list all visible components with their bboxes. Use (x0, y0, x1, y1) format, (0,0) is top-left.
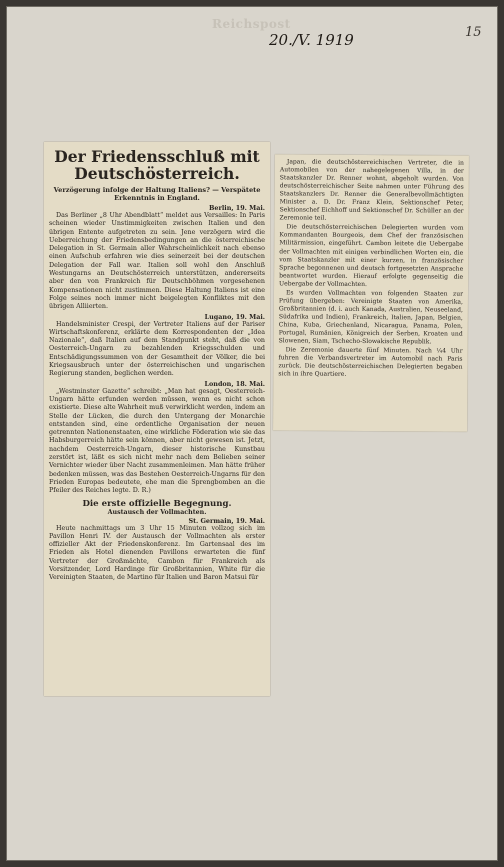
paragraph-stgermain: Heute nachmittags um 3 Uhr 15 Minuten vollzog sich im Pavillon Henri IV. der Austausch der Vollmachten als erster offizieller Akt der Friedenskonferenz. Im Gartensaal des im Frieden als Hotel dienenden Pavillons erwarteten die fünf Vertreter der Großmächte, Cambon für Frankreich als Vorsitzender, Lord Hardinge für Großbritannien, White für die Vereinigten Staaten, de Martino für Italien und Baron Matsui für (49, 524, 265, 582)
section-subtitle: Austausch der Vollmachten. (107, 508, 207, 516)
handwritten-date: 20./V. 1919 (269, 31, 354, 49)
section-title: Die erste offizielle Begegnung. (82, 498, 232, 509)
newspaper-clipping-left (44, 142, 270, 696)
paragraph-right-4: Die Zeremonie dauerte fünf Minuten. Nach ¼4 Uhr fuhren die Verbandsvertreter im Automobil nach Paris zurück. Die deutschösterreichischen Delegierten begaben sich in ihre Quartiere. (278, 346, 463, 379)
paragraph-london: „Westminster Gazette“ schreibt: „Man hat gesagt, Oesterreich-Ungarn hätte erfunden werden müssen, wenn es nicht schon existierte. Diese alte Wahrheit muß verwirklicht werden, indem an Stelle der Lücken, die durch den Untergang der Monarchie entstanden sind, eine ordentliche Organisation der neuen getrennten Nationenstaaten, eine wirkliche Föderation wie sie das Habsburgerreich hätte sein können, aber nicht gewesen ist. Jetzt, nachdem Oesterreich-Ungarn, dieser historische Kunstbau zerstört ist, läßt es sich nicht mehr nach dem Belieben seiner Vernichter wieder über Nacht zusammenleimen. Man hätte früher bedenken müssen, was das Bestehen Oesterreich-Ungarns für den Frieden Europas bedeutete, ehe man die Sprengbomben an die Pfeiler des Reiches legte. D. R.) (49, 387, 265, 495)
paragraph-right-3: Es wurden Vollmachten von folgenden Staaten zur Prüfung übergeben: Vereinigte Staaten von Amerika, Großbritannien (d. i. auch Kanada, Australien, Neuseeland, Südafrika und Indien), Frankreich, Italien, Japan, Belgien, China, Kuba, Griechenland, Nicaragua, Panama, Polen, Portugal, Rumänien, Königreich der Serben, Kroaten und Slowenen, Siam, Tschecho-Slowakische Republik. (278, 289, 464, 346)
article-subhead: Verzögerung infolge der Haltung Italiens? — Verspätete Erkenntnis in England. (53, 186, 261, 202)
newspaper-stamp: Reichspost (212, 17, 291, 31)
dateline-stgermain: St. Germain, 19. Mai. (188, 516, 265, 525)
paragraph-right-2: Die deutschösterreichischen Delegierten wurden vom Kommandanten Bourgeois, dem Chef der französischen Militärmission, eingeführt. Cambon leitete die Uebergabe der Vollmachten mit einigen verbindlichen Worten ein, die vom Staatskanzler mit einer kurzen, in französischer Sprache begonnenen und deutsch fortgesetzten Ansprache beantwortet wurden. Hierauf erfolgte gegenseitig die Uebergabe der Vollmachten. (279, 223, 464, 288)
dateline-london: London, 18. Mai. (204, 379, 265, 388)
dateline-lugano: Lugano, 19. Mai. (204, 312, 265, 321)
page-number: 15 (465, 25, 482, 40)
paragraph-berlin: Das Berliner „8 Uhr Abendblatt“ meldet aus Versailles: In Paris scheinen wieder Unstimmigkeiten zwischen Italien und den übrigen Entente aufgetreten zu sein. Jene verzögern wird die Ueberreichung der Friedensbedingungen an die österreichische Delegation in St. Germain aller Wahrscheinlichkeit nach ebenso einen Aufschub erfahren wie dies seinerzeit bei der deutschen Delegation der Fall war. Italien soll wohl den Anschluß Westungarns an Deutschösterreich unterstützen, andererseits aber den von Frankreich für Deutschböhmen vorgesehenen Kompensationen nicht zustimmen. Diese Haltung Italiens ist eine Folge seines noch immer nicht beigelegten Konfliktes mit den übrigen Alliierten. (49, 212, 265, 311)
paragraph-lugano: Handelsminister Crespi, der Vertreter Italiens auf der Pariser Wirtschaftskonferenz, erklärte dem Korrespondenten der „Idea Nazionale“, daß Italien auf dem Standpunkt steht, daß die von Oesterreich-Ungarn zu bezahlenden Kriegsschulden und Entschädigungssummen von der Gesamtheit der Völker, die bei Kriegsausbruch unter der österreichischen und ungarischen Regierung standen, beglichen werden. (49, 320, 265, 378)
dateline-berlin: Berlin, 19. Mai. (209, 204, 265, 212)
paragraph-right-1: Japan, die deutschösterreichischen Vertreter, die in Automobilen von der nahegelegenen Villa, in der Staatskanzler Dr. Renner wohnt, abgeholt wurden. Von deutschösterreichischer Seite nahmen unter Führung des Staatskanzlers Dr. Renner die Generalbevollmächtigten Minister a. D. Dr. Franz Klein, Sektionschef Peter, Sektionschef Eichhoff und Sektionschef Dr. Schüller an der Zeremonie teil. (279, 158, 464, 223)
newspaper-clipping-right (273, 154, 469, 431)
article-headline: Der Friedensschluß mit Deutschösterreich. (54, 147, 260, 183)
